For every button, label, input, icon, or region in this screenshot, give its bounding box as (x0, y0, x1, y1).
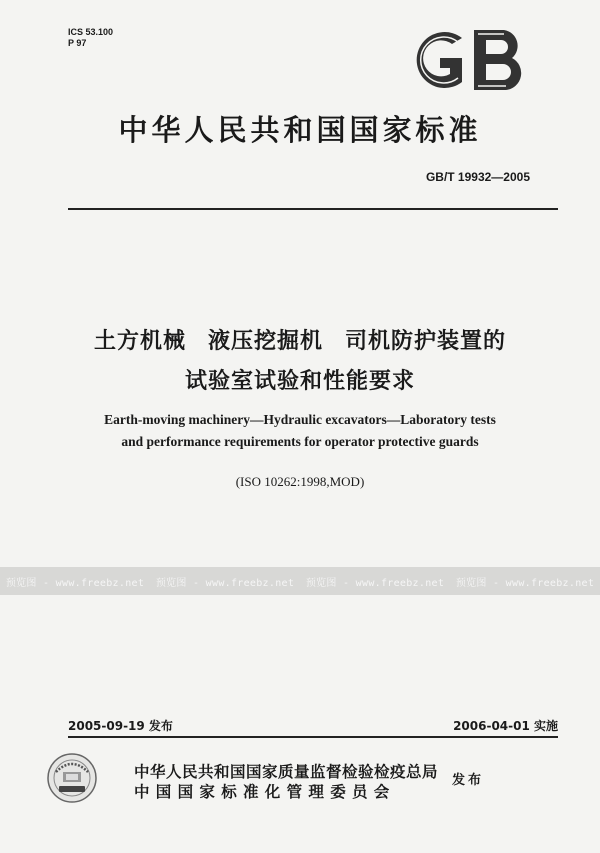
gb-logo-icon (404, 24, 532, 96)
title-part-earthmoving: 土方机械 (93, 329, 186, 354)
watermark-text: 预览图 - www.freebz.net (305, 577, 445, 589)
classification-codes (68, 27, 113, 49)
official-seal-icon (46, 752, 98, 804)
header-divider (68, 208, 558, 210)
watermark-text: 预览图 - www.freebz.net (455, 577, 595, 589)
footer-divider (68, 736, 558, 738)
issuer-aqsiq: 中华人民共和国国家质量监督检验检疫总局 (134, 763, 439, 781)
standard-code: GB/T 19932—2005 (425, 170, 530, 184)
issuer-sac: 中国国家标准化管理委员会 (134, 783, 396, 801)
issue-date: 2005-09-19 发布 (68, 719, 173, 733)
english-title-line2: and performance requirements for operator protective guards (121, 434, 479, 449)
ics-code: ICS 53.100 (68, 27, 114, 37)
ccs-code: P 97 (68, 38, 87, 48)
chinese-title-line2: 试验室试验和性能要求 (184, 369, 415, 394)
publish-label: 发布 (452, 773, 485, 788)
watermark-text: 预览图 - www.freebz.net (155, 577, 295, 589)
title-part-excavator: 液压挖掘机 (207, 329, 323, 354)
chinese-title-line1 (0, 324, 600, 355)
iso-reference: (ISO 10262:1998,MOD) (235, 474, 365, 489)
english-title-line1: Earth-moving machinery—Hydraulic excavators—Laboratory tests (104, 412, 496, 427)
title-part-guard: 司机防护装置的 (345, 329, 507, 354)
implementation-date: 2006-04-01 实施 (453, 719, 558, 733)
standard-title: 中华人民共和国国家标准 (118, 113, 482, 147)
watermark-text: 预览图 - www.freebz.net (5, 577, 145, 589)
watermark-band (0, 567, 600, 595)
